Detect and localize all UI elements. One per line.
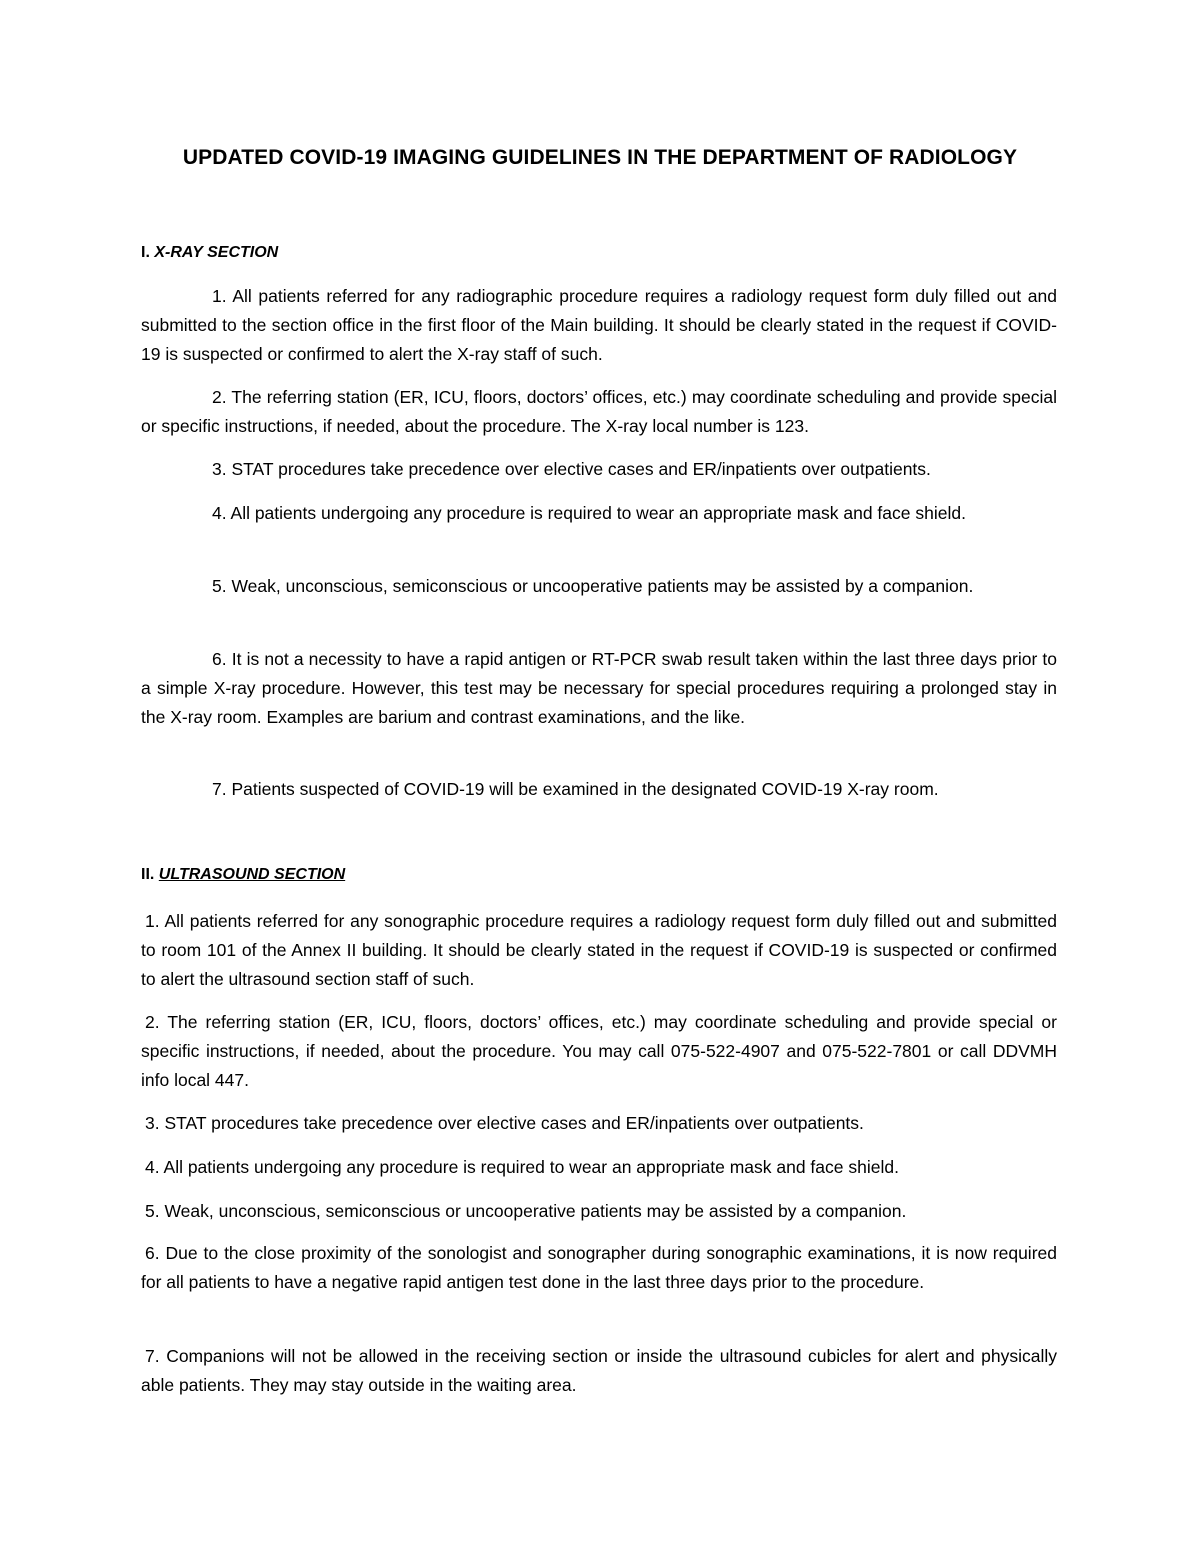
document-title: UPDATED COVID-19 IMAGING GUIDELINES IN THE DEPARTMENT OF RADIOLOGY: [182, 146, 1018, 169]
ultrasound-item-6: 6. Due to the close proximity of the sonologist and sonographer during sonographic examinations, it is now required for all patients to have a negative rapid antigen test done in the last three days prior to the procedure.: [141, 1243, 1057, 1292]
xray-section-name: X-RAY SECTION: [154, 244, 279, 261]
xray-item-3: 3. STAT procedures take precedence over elective cases and ER/inpatients over outpatients.: [212, 459, 931, 479]
xray-item-6: 6. It is not a necessity to have a rapid antigen or RT-PCR swab result taken within the last three days prior to a simple X-ray procedure. However, this test may be necessary for special procedures requiring a prolonged stay in the X-ray room. Examples are barium and contrast examinations, and the like.: [141, 649, 1057, 727]
ultrasound-item-2: 2. The referring station (ER, ICU, floors, doctors’ offices, etc.) may coordinate scheduling and provide special or specific instructions, if needed, about the procedure. You may call 075-522-4907 and 075-522-7801 or call DDVMH info local 447.: [141, 1012, 1057, 1090]
ultrasound-section-heading: [141, 866, 345, 884]
ultrasound-section-name: ULTRASOUND SECTION: [158, 866, 346, 883]
xray-section-heading: [141, 244, 278, 262]
xray-item-1: 1. All patients referred for any radiographic procedure requires a radiology request form duly filled out and submitted to the section office in the first floor of the Main building. It should be clearly stated in the request if COVID-19 is suspected or confirmed to alert the X-ray staff of such.: [141, 286, 1057, 364]
xray-item-7: 7. Patients suspected of COVID-19 will be examined in the designated COVID-19 X-ray room.: [212, 779, 939, 799]
ultrasound-item-5: 5. Weak, unconscious, semiconscious or uncooperative patients may be assisted by a companion.: [145, 1201, 907, 1221]
xray-item-4: 4. All patients undergoing any procedure is required to wear an appropriate mask and face shield.: [212, 503, 966, 523]
ultrasound-section-number: II.: [141, 866, 155, 883]
ultrasound-item-3: 3. STAT procedures take precedence over elective cases and ER/inpatients over outpatients.: [145, 1113, 864, 1133]
ultrasound-item-1: 1. All patients referred for any sonographic procedure requires a radiology request form duly filled out and submitted to room 101 of the Annex II building. It should be clearly stated in the request if COVID-19 is suspected or confirmed to alert the ultrasound section staff of such.: [141, 911, 1057, 989]
ultrasound-item-4: 4. All patients undergoing any procedure is required to wear an appropriate mask and face shield.: [145, 1157, 899, 1177]
xray-item-5: 5. Weak, unconscious, semiconscious or uncooperative patients may be assisted by a companion.: [212, 576, 974, 596]
xray-item-2: 2. The referring station (ER, ICU, floors, doctors’ offices, etc.) may coordinate scheduling and provide special or specific instructions, if needed, about the procedure. The X-ray local number is 123.: [141, 387, 1057, 436]
xray-section-number: I.: [141, 244, 150, 261]
ultrasound-item-7: 7. Companions will not be allowed in the receiving section or inside the ultrasound cubicles for alert and physically able patients. They may stay outside in the waiting area.: [141, 1346, 1057, 1395]
